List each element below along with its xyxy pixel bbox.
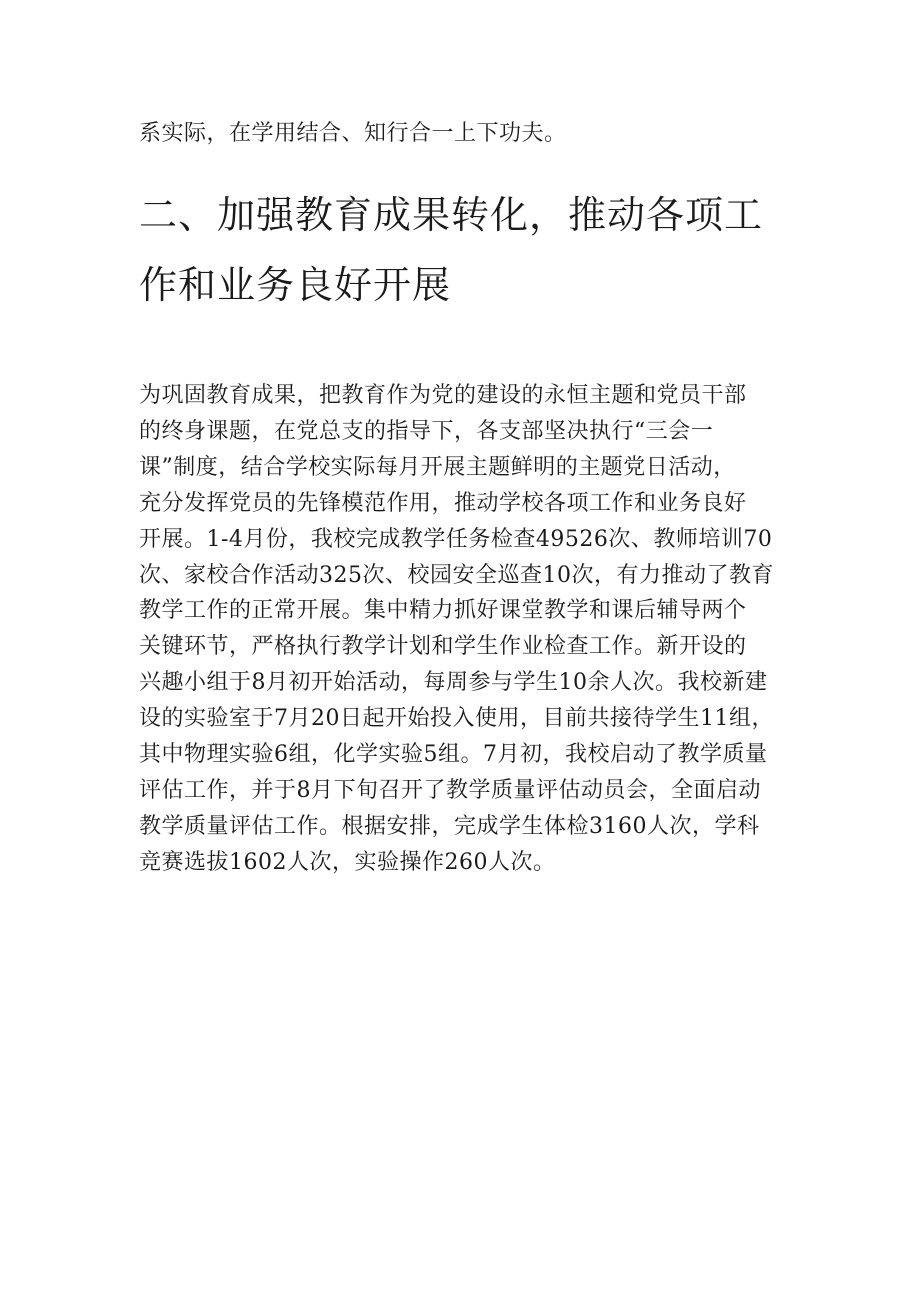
paragraph-line: 教学质量评估工作。根据安排，完成学生体检3160人次，学科 (139, 813, 760, 839)
lead-text: 系实际，在学用结合、知行合一上下功夫。 (139, 121, 567, 146)
heading-line-1: 二、加强教育成果转化，推动各项工 (139, 193, 764, 237)
paragraph-line: 关键环节，严格执行教学计划和学生作业检查工作。新开设的 (139, 634, 747, 660)
paragraph-line: 开展。1-4月份，我校完成教学任务检查49526次、教师培训70 (139, 526, 773, 552)
paragraph-line: 为巩固教育成果，把教育作为党的建设的永恒主题和党员干部 (139, 383, 747, 408)
paragraph-line: 充分发挥党员的先锋模范作用，推动学校各项工作和业务良好 (139, 490, 747, 516)
paragraph-line: 的终身课题，在党总支的指导下，各支部坚决执行“三会一 (139, 418, 714, 444)
paragraph-line: 设的实验室于7月20日起开始投入使用，目前共接待学生11组， (139, 706, 774, 732)
paragraph-line: 次、家校合作活动325次、校园安全巡查10次，有力推动了教育 (139, 562, 774, 588)
paragraph-line: 评估工作，并于8月下旬召开了教学质量评估动员会，全面启动 (139, 777, 761, 803)
paragraph-line: 课”制度，结合学校实际每月开展主题鲜明的主题党日活动， (139, 454, 736, 480)
paragraph-line: 兴趣小组于8月初开始活动，每周参与学生10余人次。我校新建 (139, 670, 768, 696)
paragraph-line: 竞赛选拔1602人次，实验操作260人次。 (139, 849, 556, 875)
paragraph-line: 其中物理实验6组，化学实验5组。7月初，我校启动了教学质量 (139, 742, 768, 768)
section-heading (139, 180, 779, 320)
lead-line (139, 116, 779, 152)
heading-line-2: 作和业务良好开展 (139, 263, 452, 307)
body-paragraph (139, 378, 779, 881)
paragraph-line: 教学工作的正常开展。集中精力抓好课堂教学和课后辅导两个 (139, 598, 747, 624)
